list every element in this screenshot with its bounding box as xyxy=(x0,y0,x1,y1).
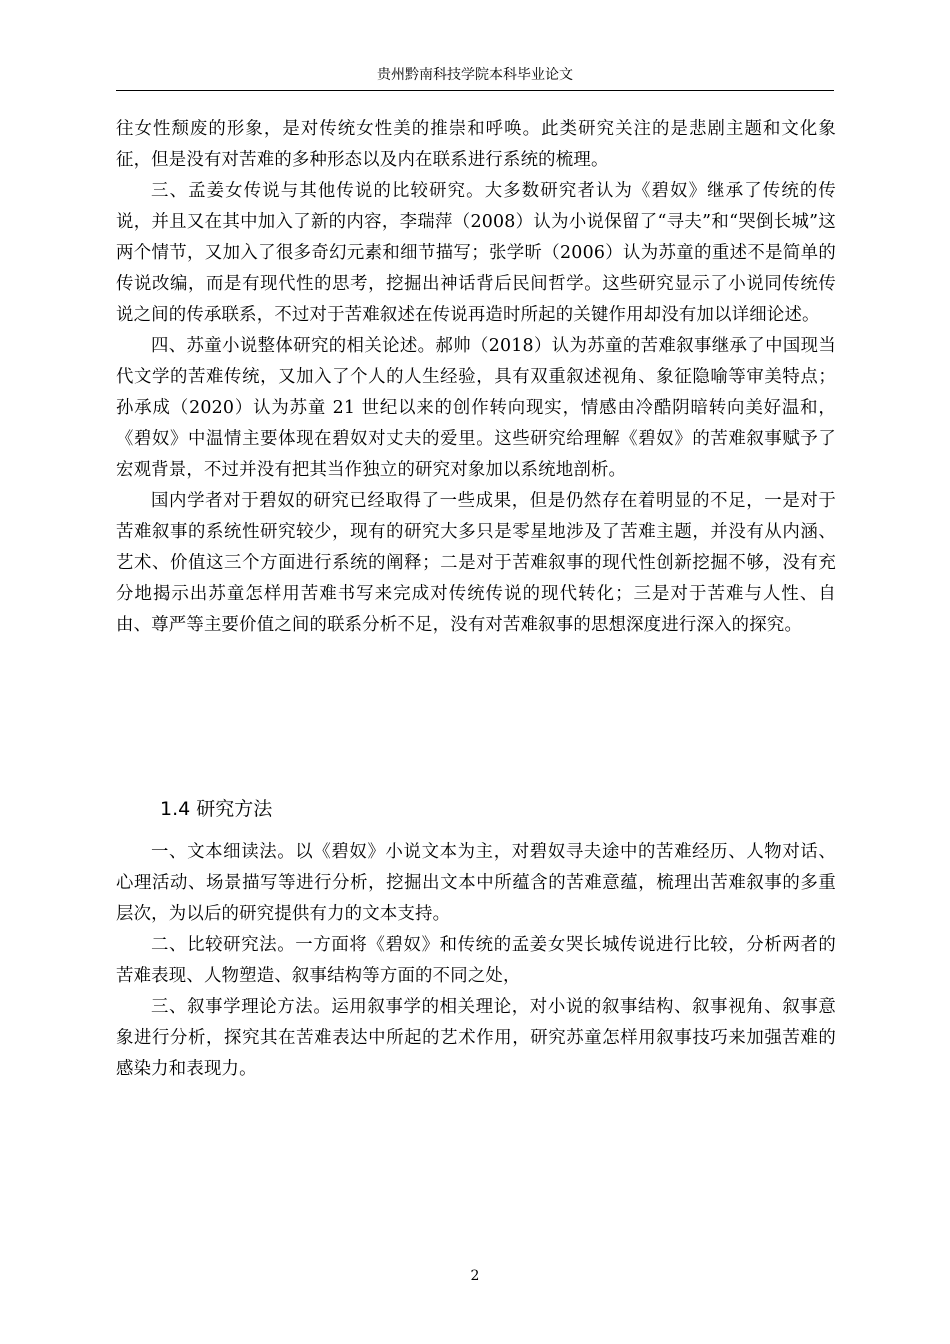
paragraph-method-comparison: 二、比较研究法。一方面将《碧奴》和传统的孟姜女哭长城传说进行比较，分析两者的苦难表现、人物塑造、叙事结构等方面的不同之处， xyxy=(116,935,836,986)
section-heading: 1.4 研究方法 xyxy=(160,798,273,820)
page-header xyxy=(116,62,834,91)
page-number: 2 xyxy=(470,1268,480,1284)
header-title: 贵州黔南科技学院本科毕业论文 xyxy=(377,67,573,83)
paragraph-method-close-reading: 一、文本细读法。以《碧奴》小说文本为主，对碧奴寻夫途中的苦难经历、人物对话、心理活动、场景描写等进行分析，挖掘出文本中所蕴含的苦难意蕴，梳理出苦难叙事的多重层次，为以后的研究提供有力的文本支持。 xyxy=(116,842,836,924)
paragraph-comparative-study: 三、孟姜女传说与其他传说的比较研究。大多数研究者认为《碧奴》继承了传统的传说，并且又在其中加入了新的内容，李瑞萍（2008）认为小说保留了“寻夫”和“哭倒长城”这两个情节，又加入了很多奇幻元素和细节描写；张学昕（2006）认为苏童的重述不是简单的传说改编，而是有现代性的思考，挖掘出神话背后民间哲学。这些研究显示了小说同传统传说之间的传承联系，不过对于苦难叙述在传说再造时所起的关键作用却没有加以详细论述。 xyxy=(116,181,836,325)
body-text-methods xyxy=(116,837,836,1085)
paragraph-shortcomings: 国内学者对于碧奴的研究已经取得了一些成果，但是仍然存在着明显的不足，一是对于苦难叙事的系统性研究较少，现有的研究大多只是零星地涉及了苦难主题，并没有从内涵、艺术、价值这三个方面进行系统的阐释；二是对于苦难叙事的现代性创新挖掘不够，没有充分地揭示出苏童怎样用苦难书写来完成对传统传说的现代转化；三是对于苦难与人性、自由、尊严等主要价值之间的联系分析不足，没有对苦难叙事的思想深度进行深入的探究。 xyxy=(116,491,836,635)
paragraph-method-narratology: 三、叙事学理论方法。运用叙事学的相关理论，对小说的叙事结构、叙事视角、叙事意象进行分析，探究其在苦难表达中所起的艺术作用，研究苏童怎样用叙事技巧来加强苦难的感染力和表现力。 xyxy=(116,997,836,1079)
paragraph-continuation: 往女性颓废的形象，是对传统女性美的推崇和呼唤。此类研究关注的是悲剧主题和文化象征，但是没有对苦难的多种形态以及内在联系进行系统的梳理。 xyxy=(116,119,836,170)
paragraph-overall-study: 四、苏童小说整体研究的相关论述。郝帅（2018）认为苏童的苦难叙事继承了中国现当代文学的苦难传统，又加入了个人的人生经验，具有双重叙述视角、象征隐喻等审美特点；孙承成（2020）认为苏童 21 世纪以来的创作转向现实，情感由冷酷阴暗转向美好温和，《碧奴》中温情主要体现在碧奴对丈夫的爱里。这些研究给理解《碧奴》的苦难叙事赋予了宏观背景，不过并没有把其当作独立的研究对象加以系统地剖析。 xyxy=(116,336,836,480)
body-text-top xyxy=(116,114,836,641)
